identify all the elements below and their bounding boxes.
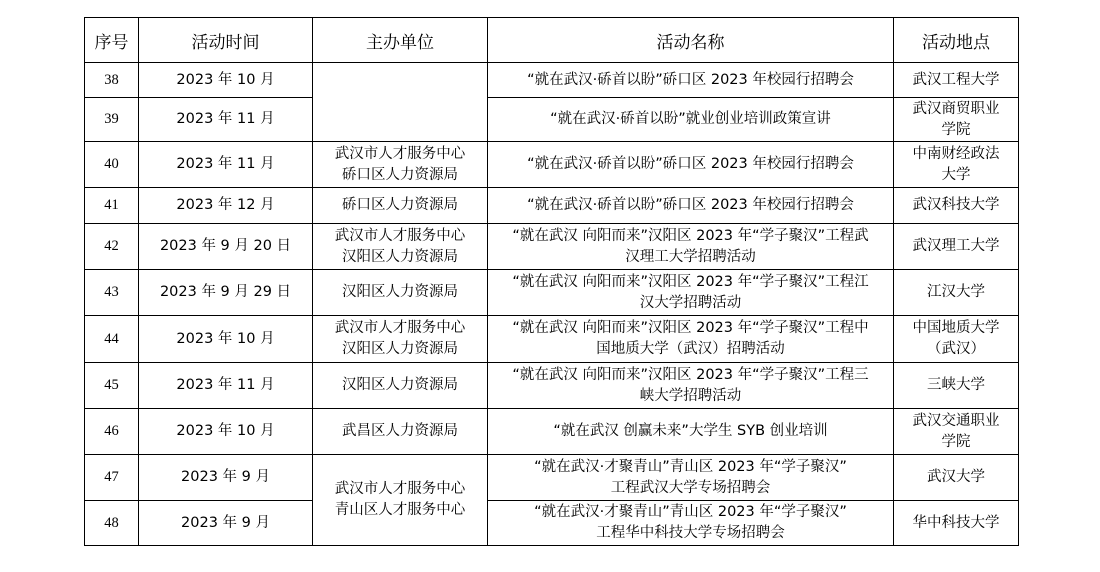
row-activity-name (488, 224, 894, 270)
activity-name-line: 国地质大学（武汉）招聘活动 (596, 341, 785, 357)
row-activity-name (488, 270, 894, 316)
header-place: 活动地点 (894, 18, 1019, 63)
row-place (894, 142, 1019, 188)
table-row (85, 188, 1019, 224)
organizer-line: 汉阳区人力资源局 (342, 284, 458, 300)
place-line: 武汉大学 (927, 469, 985, 485)
row-activity-name (488, 316, 894, 363)
row-organizer (313, 455, 488, 546)
row-place (894, 455, 1019, 501)
row-no: 44 (85, 316, 139, 363)
row-time: 2023 年 9 月 (139, 501, 313, 546)
organizer-line: 汉阳区人力资源局 (342, 248, 458, 265)
row-no: 41 (85, 188, 139, 224)
table-row (85, 316, 1019, 363)
table-row (85, 98, 1019, 142)
row-time: 2023 年 11 月 (139, 98, 313, 142)
row-place (894, 409, 1019, 455)
table-row (85, 409, 1019, 455)
row-no: 42 (85, 224, 139, 270)
place-line: （武汉） (927, 341, 985, 357)
place-line: 武汉科技大学 (912, 197, 1000, 213)
row-no: 48 (85, 501, 139, 546)
row-no: 46 (85, 409, 139, 455)
activity-name-line: “就在武汉·硚首以盼”硚口区 2023 年校园行招聘会 (527, 197, 854, 213)
row-time: 2023 年 9 月 20 日 (139, 224, 313, 270)
activity-table (84, 17, 1019, 546)
organizer-line: 汉阳区人力资源局 (342, 341, 458, 357)
row-activity-name (488, 363, 894, 409)
row-place (894, 501, 1019, 546)
organizer-line: 武汉市人才服务中心 (334, 227, 466, 244)
row-organizer (313, 224, 488, 270)
organizer-line: 武汉市人才服务中心 (334, 320, 466, 336)
table-row (85, 224, 1019, 270)
activity-name-line: “就在武汉 向阳而来”汉阳区 2023 年“学子聚汉”工程三 (512, 366, 869, 383)
place-line: 三峡大学 (927, 377, 985, 393)
row-time: 2023 年 11 月 (139, 363, 313, 409)
row-organizer (313, 188, 488, 224)
row-organizer (313, 270, 488, 316)
row-organizer (313, 409, 488, 455)
place-line: 武汉理工大学 (912, 238, 1000, 254)
row-no: 43 (85, 270, 139, 316)
place-line: 学院 (941, 433, 971, 450)
activity-name-line: 汉大学招聘活动 (639, 294, 742, 311)
header-time: 活动时间 (139, 18, 313, 63)
activity-name-line: 工程武汉大学专场招聘会 (610, 479, 771, 496)
row-activity-name (488, 98, 894, 142)
organizer-line: 武汉市人才服务中心 (334, 145, 466, 162)
organizer-line: 硚口区人力资源局 (342, 166, 458, 183)
activity-name-line: “就在武汉·才聚青山”青山区 2023 年“学子聚汉” (534, 504, 847, 520)
row-place (894, 270, 1019, 316)
row-organizer (313, 363, 488, 409)
row-time: 2023 年 10 月 (139, 316, 313, 363)
header-no: 序号 (85, 18, 139, 63)
place-line: 武汉工程大学 (912, 71, 1000, 88)
activity-name-line: “就在武汉·硚首以盼”硚口区 2023 年校园行招聘会 (527, 71, 854, 88)
place-line: 学院 (941, 121, 971, 138)
row-time: 2023 年 12 月 (139, 188, 313, 224)
organizer-line: 硚口区人力资源局 (342, 197, 458, 213)
row-time: 2023 年 10 月 (139, 409, 313, 455)
organizer-line: 青山区人才服务中心 (334, 502, 466, 518)
activity-name-line: “就在武汉 向阳而来”汉阳区 2023 年“学子聚汉”工程江 (512, 273, 869, 290)
row-no: 38 (85, 63, 139, 98)
activity-name-line: “就在武汉·硚首以盼”就业创业培训政策宣讲 (550, 111, 831, 127)
row-no: 45 (85, 363, 139, 409)
activity-name-line: 峡大学招聘活动 (639, 387, 742, 404)
row-place (894, 316, 1019, 363)
header-organizer: 主办单位 (313, 18, 488, 63)
row-organizer-empty (313, 63, 488, 142)
row-activity-name (488, 63, 894, 98)
row-activity-name (488, 142, 894, 188)
header-name: 活动名称 (488, 18, 894, 63)
activity-name-line: 汉理工大学招聘活动 (625, 248, 756, 265)
row-no: 47 (85, 455, 139, 501)
activity-name-line: “就在武汉·硚首以盼”硚口区 2023 年校园行招聘会 (527, 156, 854, 172)
place-line: 江汉大学 (927, 284, 985, 300)
table-row (85, 63, 1019, 98)
row-no: 39 (85, 98, 139, 142)
row-place (894, 363, 1019, 409)
place-line: 华中科技大学 (912, 514, 1000, 531)
row-organizer (313, 142, 488, 188)
table-row (85, 270, 1019, 316)
table-row (85, 363, 1019, 409)
table-row (85, 455, 1019, 501)
row-no: 40 (85, 142, 139, 188)
organizer-line: 武昌区人力资源局 (342, 423, 458, 439)
header-row (85, 18, 1019, 63)
row-time: 2023 年 9 月 29 日 (139, 270, 313, 316)
place-line: 中国地质大学 (912, 320, 1000, 336)
place-line: 武汉交通职业 (912, 412, 1000, 429)
activity-name-line: “就在武汉 向阳而来”汉阳区 2023 年“学子聚汉”工程中 (512, 320, 869, 336)
activity-name-line: “就在武汉 创赢未来”大学生 SYB 创业培训 (553, 423, 828, 439)
place-line: 中南财经政法 (912, 145, 1000, 162)
activity-name-line: 工程华中科技大学专场招聘会 (596, 525, 785, 541)
activity-name-line: “就在武汉·才聚青山”青山区 2023 年“学子聚汉” (534, 458, 847, 475)
row-time: 2023 年 9 月 (139, 455, 313, 501)
row-place (894, 98, 1019, 142)
row-activity-name (488, 188, 894, 224)
table-row (85, 501, 1019, 546)
row-organizer (313, 316, 488, 363)
row-activity-name (488, 409, 894, 455)
row-time: 2023 年 11 月 (139, 142, 313, 188)
row-time: 2023 年 10 月 (139, 63, 313, 98)
table-row (85, 142, 1019, 188)
organizer-line: 汉阳区人力资源局 (342, 377, 458, 393)
row-activity-name (488, 455, 894, 501)
place-line: 武汉商贸职业 (912, 100, 1000, 117)
place-line: 大学 (941, 166, 971, 183)
activity-name-line: “就在武汉 向阳而来”汉阳区 2023 年“学子聚汉”工程武 (512, 227, 869, 244)
row-place (894, 224, 1019, 270)
organizer-line: 武汉市人才服务中心 (334, 481, 466, 497)
row-place (894, 63, 1019, 98)
row-place (894, 188, 1019, 224)
row-activity-name (488, 501, 894, 546)
